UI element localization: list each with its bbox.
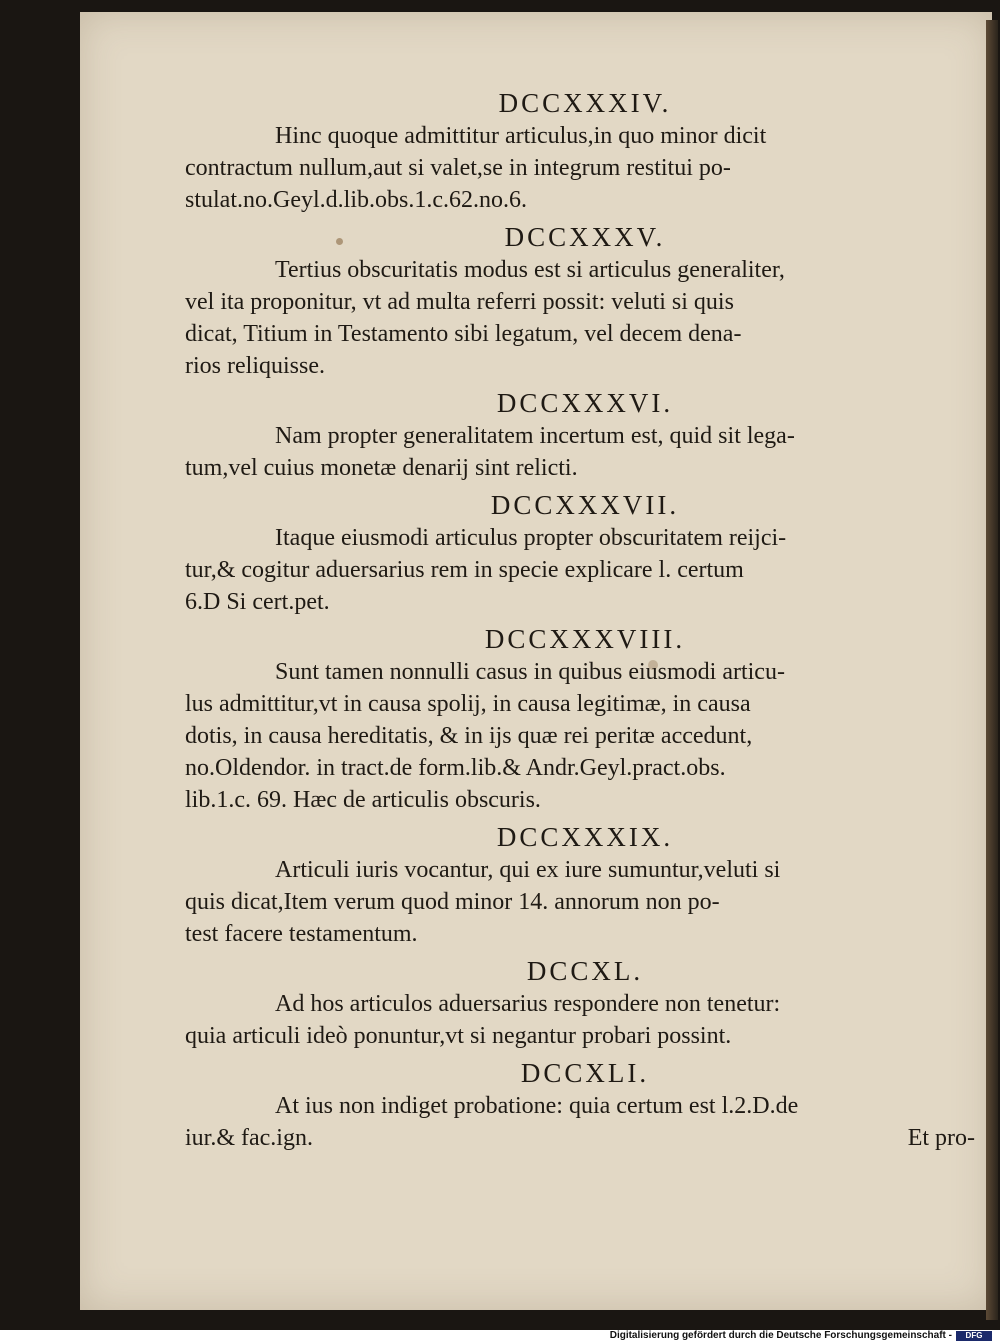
section-heading: DCCXXXV.: [504, 222, 666, 252]
text-line: quia articuli ideò ponuntur,vt si negantur probari possint.: [185, 1023, 732, 1049]
section-heading: DCCXXXIX.: [496, 822, 674, 852]
page-text: [185, 82, 985, 1154]
section-paragraph: [185, 120, 985, 216]
section-heading: DCCXL.: [526, 956, 644, 986]
text-line: Nam propter generalitatem incertum est, quid sit lega-: [275, 423, 795, 449]
text-line: Sunt tamen nonnulli casus in quibus eiusmodi articu-: [275, 659, 785, 685]
text-line: quis dicat,Item verum quod minor 14. annorum non po-: [185, 889, 720, 915]
text-line: iur.& fac.ign.: [185, 1125, 313, 1151]
text-line: 6.D Si cert.pet.: [185, 589, 330, 615]
text-line: rios reliquisse.: [185, 353, 325, 379]
text-line: dotis, in causa hereditatis, & in ijs quæ rei peritæ accedunt,: [185, 723, 753, 749]
section-heading: DCCXXXVIII.: [484, 624, 686, 654]
text-line: vel ita proponitur, vt ad multa referri possit: veluti si quis: [185, 289, 734, 315]
text-line: no.Oldendor. in tract.de form.lib.& Andr.Geyl.pract.obs.: [185, 755, 726, 781]
section-paragraph: [185, 988, 985, 1052]
section-heading: DCCXXXVII.: [490, 490, 680, 520]
section-paragraph: [185, 656, 985, 816]
text-line: At ius non indiget probatione: quia certum est l.2.D.de: [275, 1093, 799, 1119]
text-line: contractum nullum,aut si valet,se in integrum restitui po-: [185, 155, 731, 181]
section-heading: DCCXXXIV.: [498, 88, 672, 118]
section-heading: DCCXLI.: [520, 1058, 650, 1088]
dfg-logo: DFG: [956, 1331, 992, 1341]
section-paragraph: [185, 420, 985, 484]
text-line: tum,vel cuius monetæ denarij sint relicti.: [185, 455, 578, 481]
text-line: lus admittitur,vt in causa spolij, in causa legitimæ, in causa: [185, 691, 751, 717]
text-line: Itaque eiusmodi articulus propter obscuritatem reijci-: [275, 525, 787, 551]
text-line: Hinc quoque admittitur articulus,in quo minor dicit: [275, 123, 767, 149]
text-line: lib.1.c. 69. Hæc de articulis obscuris.: [185, 787, 541, 813]
catchword: Et pro-: [907, 1125, 975, 1151]
text-line: stulat.no.Geyl.d.lib.obs.1.c.62.no.6.: [185, 187, 527, 213]
digitization-footer: [0, 1330, 1000, 1342]
section-paragraph: [185, 254, 985, 382]
text-line: Ad hos articulos aduersarius respondere non tenetur:: [275, 991, 781, 1017]
section-paragraph: [185, 1090, 985, 1154]
text-line: test facere testamentum.: [185, 921, 418, 947]
text-line: dicat, Titium in Testamento sibi legatum, vel decem dena-: [185, 321, 742, 347]
section-heading: DCCXXXVI.: [496, 388, 674, 418]
text-line: tur,& cogitur aduersarius rem in specie explicare l. certum: [185, 557, 744, 583]
text-line: Articuli iuris vocantur, qui ex iure sumuntur,veluti si: [275, 857, 781, 883]
text-line: Tertius obscuritatis modus est si articulus generaliter,: [275, 257, 785, 283]
footer-credit: Digitalisierung gefördert durch die Deutsche Forschungsgemeinschaft -: [609, 1330, 952, 1341]
section-paragraph: [185, 522, 985, 618]
page-edge: [986, 20, 998, 1320]
section-paragraph: [185, 854, 985, 950]
